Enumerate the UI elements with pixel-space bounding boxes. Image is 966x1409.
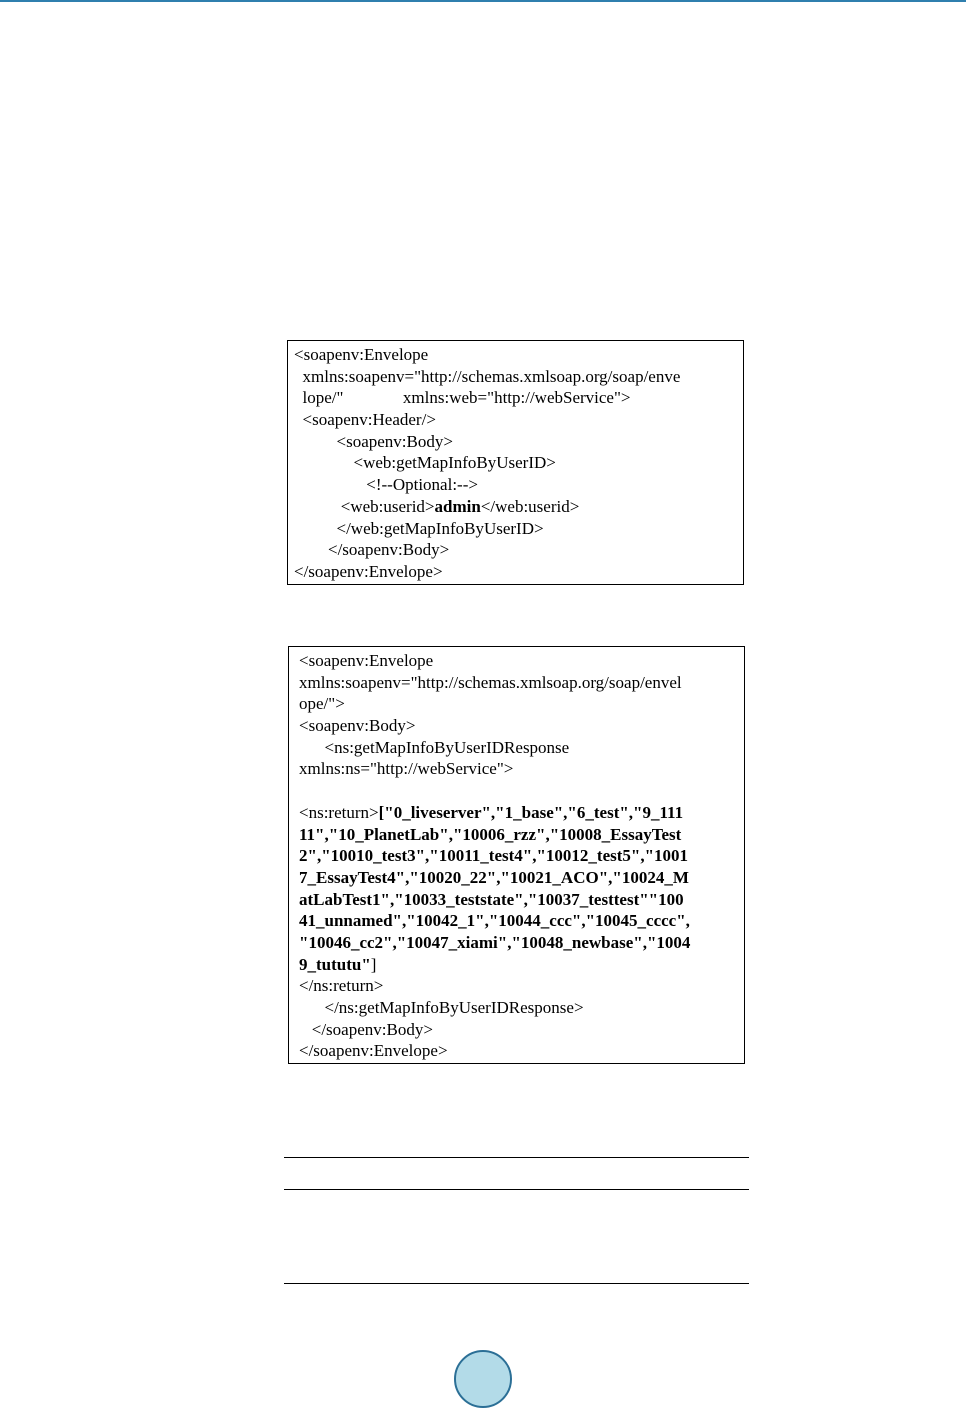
code-line: </soapenv:Envelope> (294, 561, 443, 581)
return-bracket: ] (370, 954, 377, 974)
return-value-line: 2","10010_test3","10011_test4","10012_test5","1001 (299, 846, 689, 866)
code-line: xmlns:soapenv="http://schemas.xmlsoap.org/soap/enve (294, 366, 681, 386)
return-open-line (299, 802, 744, 824)
return-value-line: "10046_cc2","10047_xiami","10048_newbase","1004 (299, 932, 691, 952)
code-line: </soapenv:Body> (294, 540, 450, 560)
return-value-last-line (299, 954, 744, 976)
page-number-badge (454, 1350, 512, 1408)
code-line: <soapenv:Envelope (299, 651, 434, 670)
table-header-rule (284, 1189, 749, 1190)
code-line: xmlns:ns="http://webService"> (299, 759, 514, 779)
userid-open-tag: <web:userid> (294, 496, 435, 516)
return-value: 9_tututu" (299, 954, 371, 974)
code-line: lope/" xmlns:web="http://webService"> (294, 388, 631, 408)
table-bottom-rule (284, 1283, 749, 1284)
code-line: <soapenv:Header/> (294, 410, 436, 430)
code-line: <!--Optional:--> (294, 475, 478, 495)
table-top-rule (284, 1157, 749, 1158)
code-line: xmlns:soapenv="http://schemas.xmlsoap.org/soap/envel (299, 672, 682, 692)
return-value-line: 41_unnamed","10042_1","10044_ccc","10045_cccc", (299, 911, 690, 931)
userid-value: admin (434, 496, 481, 516)
return-value-line: atLabTest1","10033_teststate","10037_testtest""100 (299, 889, 684, 909)
code-line: <soapenv:Body> (299, 716, 416, 736)
code-line: <soapenv:Envelope (294, 345, 429, 364)
code-line: <soapenv:Body> (294, 431, 453, 451)
code-line: </soapenv:Body> (299, 1019, 433, 1039)
request-xml-box (287, 340, 744, 585)
return-value-line: 11","10_PlanetLab","10006_rzz","10008_EssayTest (299, 824, 682, 844)
userid-line (294, 496, 743, 518)
blank-line (299, 780, 744, 802)
header-rule (0, 0, 966, 2)
return-value-line: 7_EssayTest4","10020_22","10021_ACO","10024_M (299, 867, 689, 887)
return-open-tag: <ns:return> (299, 802, 379, 822)
response-xml-box (288, 646, 745, 1064)
code-line: </ns:return> (299, 976, 384, 996)
code-line: </ns:getMapInfoByUserIDResponse> (299, 998, 584, 1017)
return-value: ["0_liveserver","1_base","6_test","9_111 (378, 802, 684, 822)
code-line: <ns:getMapInfoByUserIDResponse (299, 737, 570, 757)
code-line: ope/"> (299, 694, 345, 714)
code-line: <web:getMapInfoByUserID> (294, 453, 556, 473)
code-line: </web:getMapInfoByUserID> (294, 518, 544, 538)
userid-close-tag: </web:userid> (480, 496, 580, 516)
code-line: </soapenv:Envelope> (299, 1041, 448, 1061)
